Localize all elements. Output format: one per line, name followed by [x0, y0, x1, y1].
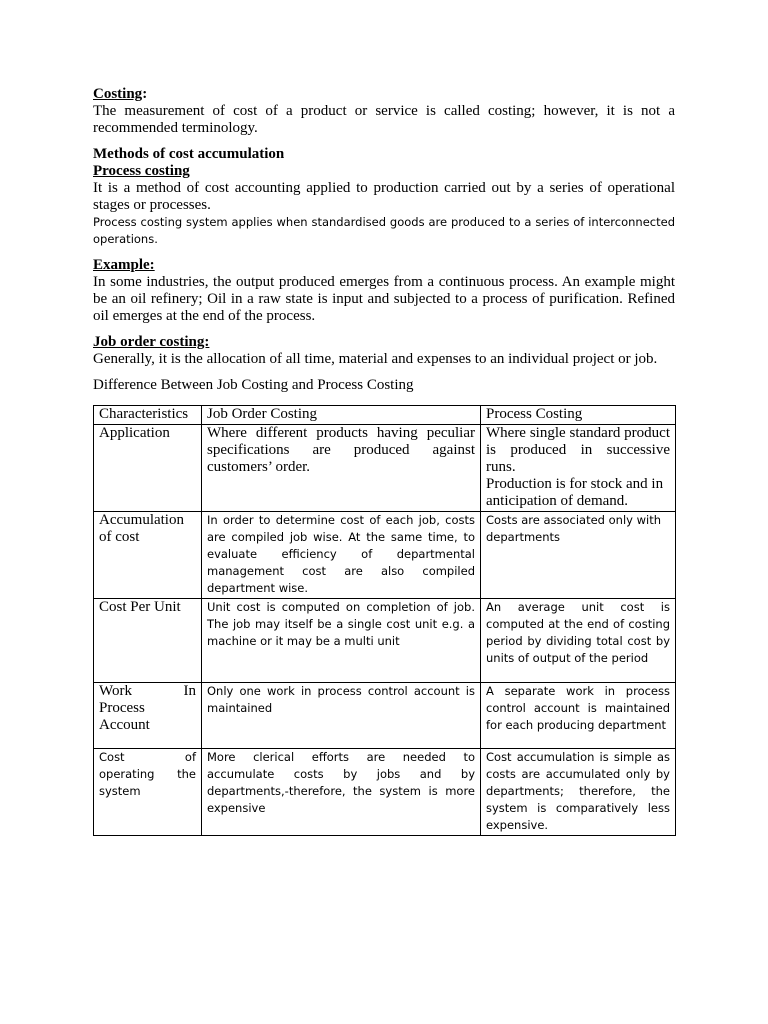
table-caption: Difference Between Job Costing and Process Costing — [93, 377, 414, 393]
row-job-order-cell: Unit cost is computed on completion of job. The job may itself be a single cost unit e.g. a machine or it may be a multi unit — [202, 599, 481, 683]
comparison-table — [93, 405, 676, 836]
row-characteristic: Cost of operating the system — [94, 749, 202, 836]
row-process-extra-text: Production is for stock and in anticipation of demand. — [486, 476, 664, 509]
row-process-cell: Cost accumulation is simple as costs are accumulated only by departments; therefore, the system is comparatively less expensive. — [481, 749, 676, 836]
example-heading: Example: — [93, 257, 155, 273]
row-characteristic: Cost Per Unit — [94, 599, 202, 683]
table-row — [94, 512, 676, 599]
costing-definition: The measurement of cost of a product or service is called costing; however, it is not a recommended terminology. — [93, 103, 675, 136]
header-job-order-costing: Job Order Costing — [202, 406, 481, 425]
row-job-order-cell: In order to determine cost of each job, costs are compiled job wise. At the same time, to evaluate efficiency of departmental management cost are also compiled department wise. — [202, 512, 481, 599]
row-characteristic: Work In Process Account — [94, 683, 202, 749]
process-costing-definition: It is a method of cost accounting applied to production carried out by a series of operational stages or processes. — [93, 180, 675, 213]
row-characteristic: Application — [94, 425, 202, 512]
table-row — [94, 683, 676, 749]
document-page — [93, 86, 675, 836]
row-job-order-cell: More clerical efforts are needed to accumulate costs by jobs and by departments,-therefore, the system is more expensive — [202, 749, 481, 836]
row-process-cell: Costs are associated only with departments — [481, 512, 676, 599]
process-costing-heading: Process costing — [93, 163, 190, 179]
row-job-order-cell: Only one work in process control account is maintained — [202, 683, 481, 749]
costing-heading: Costing — [93, 86, 143, 102]
header-characteristics: Characteristics — [94, 406, 202, 425]
job-order-definition: Generally, it is the allocation of all time, material and expenses to an individual project or job. — [93, 351, 658, 367]
table-row — [94, 749, 676, 836]
row-characteristic: Accumulation of cost — [94, 512, 202, 599]
costing-heading-line — [93, 86, 675, 103]
process-costing-applicability: Process costing system applies when standardised goods are produced to a series of interconnected operations. — [93, 215, 675, 246]
header-process-costing: Process Costing — [481, 406, 676, 425]
table-row — [94, 425, 676, 512]
table-header-row — [94, 406, 676, 425]
row-process-text: Where single standard product is produced in successive runs. — [486, 425, 670, 475]
row-process-cell: A separate work in process control account is maintained for each producing department — [481, 683, 676, 749]
methods-heading: Methods of cost accumulation — [93, 146, 285, 162]
costing-heading-colon: : — [142, 86, 148, 102]
row-job-order-cell: Where different products having peculiar specifications are produced against customers’ order. — [202, 425, 481, 512]
example-text: In some industries, the output produced emerges from a continuous process. An example might be an oil refinery; Oil in a raw state is input and subjected to a process of purification. Refined oil emerges at the end of the process. — [93, 274, 675, 324]
row-process-cell — [481, 425, 676, 512]
job-order-heading: Job order costing: — [93, 334, 210, 350]
row-process-cell: An average unit cost is computed at the end of costing period by dividing total cost by units of output of the period — [481, 599, 676, 683]
table-row — [94, 599, 676, 683]
